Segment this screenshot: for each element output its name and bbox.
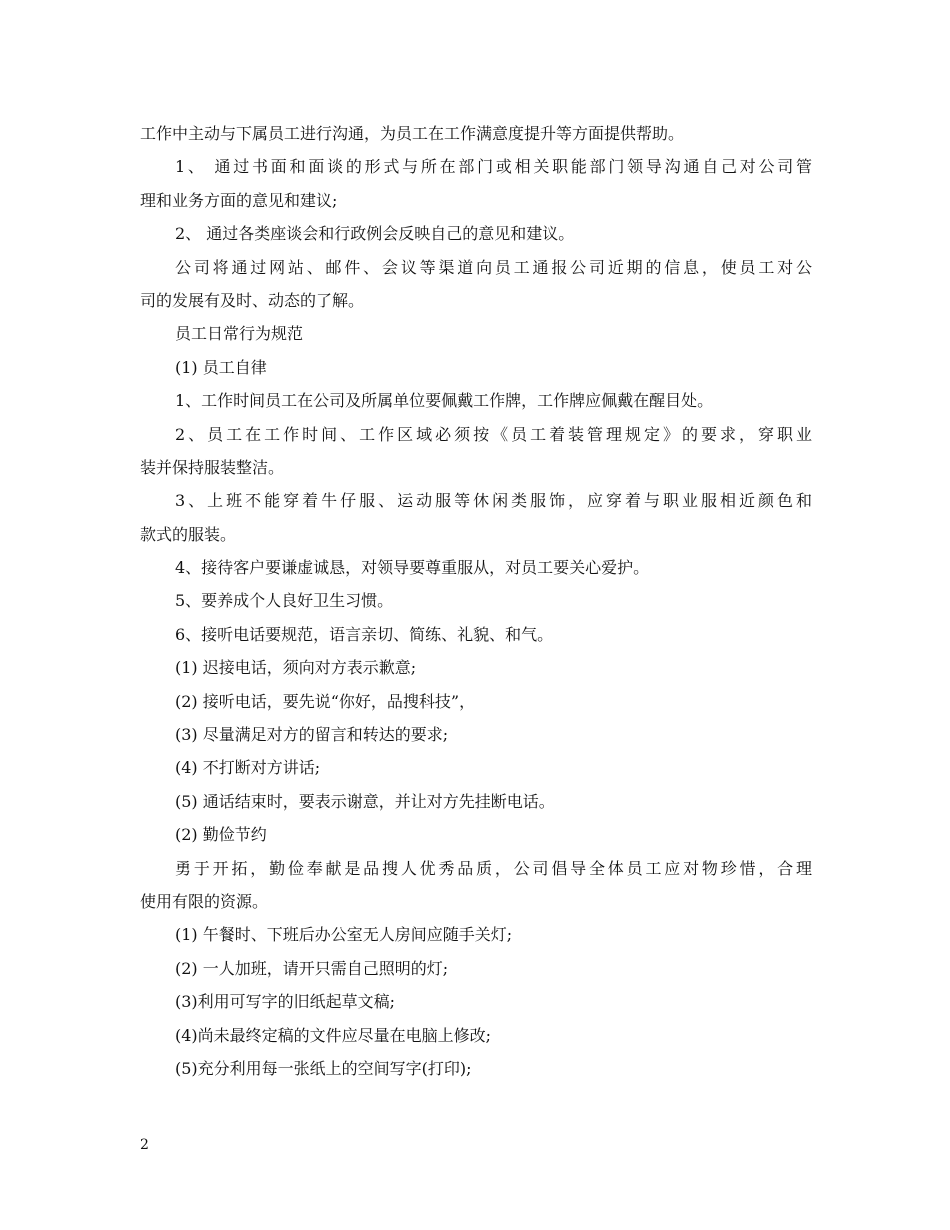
list-item-line: 4、接待客户要谦虚诚恳，对领导要尊重服从，对员工要关心爱护。 bbox=[175, 558, 650, 578]
section-heading: 员工日常行为规范 bbox=[175, 324, 304, 344]
list-item-line: 1、工作时间员工在公司及所属单位要佩戴工作牌，工作牌应佩戴在醒目处。 bbox=[175, 391, 714, 411]
list-item-line: 5、要养成个人良好卫生习惯。 bbox=[175, 591, 394, 611]
list-item-line: 3、上班不能穿着牛仔服、运动服等休闲类服饰，应穿着与职业服相近颜色和 bbox=[175, 491, 812, 511]
page-number: 2 bbox=[140, 1137, 149, 1153]
sub-list-item-line: (1) 午餐时、下班后办公室无人房间应随手关灯; bbox=[175, 925, 513, 945]
sub-list-item-line: (3)利用可写字的旧纸起草文稿; bbox=[175, 992, 396, 1012]
body-text-line: 司的发展有及时、动态的了解。 bbox=[140, 290, 365, 310]
subsection-heading: (1) 员工自律 bbox=[175, 357, 267, 377]
list-item-line: 2、员工在工作时间、工作区域必须按《员工着装管理规定》的要求，穿职业 bbox=[175, 424, 812, 444]
body-text-line: 使用有限的资源。 bbox=[140, 891, 269, 911]
body-text-line: 工作中主动与下属员工进行沟通，为员工在工作满意度提升等方面提供帮助。 bbox=[140, 124, 685, 143]
sub-list-item-line: (5)充分利用每一张纸上的空间写字(打印); bbox=[175, 1058, 472, 1078]
sub-list-item-line: (5) 通话结束时，要表示谢意，并让对方先挂断电话。 bbox=[175, 791, 555, 811]
list-item-line: 理和业务方面的意见和建议; bbox=[140, 190, 338, 210]
list-item-line: 2、 通过各类座谈会和行政例会反映自己的意见和建议。 bbox=[175, 224, 575, 244]
sub-list-item-line: (2) 接听电话，要先说“你好，品搜科技”， bbox=[175, 691, 476, 711]
sub-list-item-line: (1) 迟接电话，须向对方表示歉意; bbox=[175, 658, 417, 678]
list-item-line: 款式的服装。 bbox=[140, 524, 237, 544]
list-item-line: 装并保持服装整洁。 bbox=[140, 457, 285, 477]
sub-list-item-line: (4) 不打断对方讲话; bbox=[175, 758, 321, 778]
sub-list-item-line: (3) 尽量满足对方的留言和转达的要求; bbox=[175, 725, 449, 745]
sub-list-item-line: (4)尚未最终定稿的文件应尽量在电脑上修改; bbox=[175, 1025, 492, 1045]
body-text-line: 勇于开拓，勤俭奉献是品搜人优秀品质，公司倡导全体员工应对物珍惜，合理 bbox=[175, 858, 812, 878]
list-item-line: 6、接听电话要规范，语言亲切、简练、礼貌、和气。 bbox=[175, 624, 554, 644]
sub-list-item-line: (2) 一人加班，请开只需自己照明的灯; bbox=[175, 958, 449, 978]
list-item-line: 1、 通过书面和面谈的形式与所在部门或相关职能部门领导沟通自己对公司管 bbox=[175, 157, 812, 177]
subsection-heading: (2) 勤俭节约 bbox=[175, 825, 267, 845]
document-body bbox=[140, 117, 812, 1085]
body-text-line: 公司将通过网站、邮件、会议等渠道向员工通报公司近期的信息，使员工对公 bbox=[175, 257, 812, 277]
